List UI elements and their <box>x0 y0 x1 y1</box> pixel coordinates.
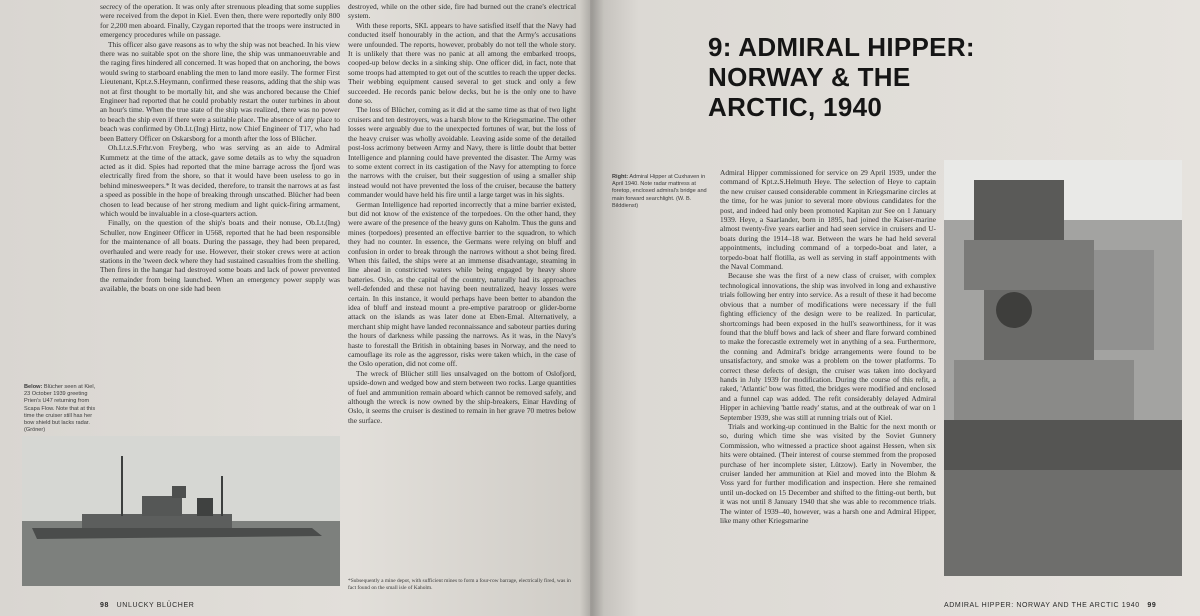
caption-label: Right: <box>612 174 629 180</box>
blucher-photo <box>22 436 340 586</box>
left-photo-caption <box>24 384 96 434</box>
caption-label: Below: <box>24 384 43 390</box>
paragraph: German Intelligence had reported incorrectly that a mine barrier existed, but did not know of the existence of the torpedoes. On the other hand, they were aware of the presence of the heavy guns on Kaholm. Thus the guns and mines (torpedoes) presented an effective barrier to the squadron, to which they had no counter. In essence, the Germans were relying on bluff and confusion in order to break through the narrows without a shot being fired. When this failed, the ships were at an immense disadvantage, steaming in line ahead in constricted waters while being engaged by heavy shore batteries. Oslo, as the capital of the country, naturally had its approaches well-defended and these not having been neutralized, heavy losses were certain. In this instance, it would perhaps have been better to abandon the idea of bluff and instead mount a pre-emptive paratroop or glider-borne attack on the islands as was later done at Eben-Emal. Alternatively, a merchant ship might have landed reconnaissance and saboteur parties during the hours of darkness while passing the narrows. As it was, in the Navy's haste to forestall the British in obtaining bases in Norway, and the need to camouflage its role as the aggressor, risks were taken which, in the case of the Oslo operation, did not come off. <box>348 199 576 369</box>
running-head: UNLUCKY BLÜCHER <box>116 602 195 609</box>
paragraph: This officer also gave reasons as to why the ship was not beached. In his view there was no suitable spot on the shore line, the ship was unmanoeuvrable and the raging fires hindered all concerned. It was hoped that on anchoring, the bows would swing to starboard enabling the men to land more easily. The former First Lieutenant, Kpt.z.S.Heymann, confirmed these reasons, adding that the ship was not at first thought to be mortally hit, and she was anchored because the Chief Engineer had reported that he could probably restart the outer turbines in about an hour's time. When the true state of the ship was realized, there was no power to beach the ship even if there were a suitable place. The absence of any place to beach was confirmed by Ob.Lt.(Ing) Hirtz, now Chief Engineer of T17, who had been Battery Officer on Oskarsborg for a month after the loss of Blücher. <box>100 39 340 143</box>
paragraph: secrecy of the operation. It was only after strenuous pleading that some supplies were received from the depot in Kiel. Even then, there were reportedly only 800 for 2,200 men aboard. Finally, Czygan reported that the troops were instructed in emergency procedures while on passage. <box>100 2 340 40</box>
ship-bridge-icon <box>944 160 1182 576</box>
paragraph: Oh.Lt.z.S.Frhr.von Freyberg, who was serving as an aide to Admiral Kummetz at the time of the attack, gave some details as to why the squadron acted as it did. Spies had reported that the mine barrage across the fjord was electrically fired from the shore, so that it would have been useless to go in behind minesweepers.* It was decided, therefore, to transit the narrows at as fast a speed as possible in the hope of breaking through unscathed. Blücher had been chosen to lead because of her strong medium and light quick-firing armament, which would be invaluable in a close-quarters action. <box>100 143 340 218</box>
paragraph: Admiral Hipper commissioned for service on 29 April 1939, under the command of Kpt.z.S.Helmuth Heye. The selection of Heye to captain the new cruiser caused considerable comment in Kriegsmarine circles at the time, for he was junior to several more obvious candidates for the post, and indeed had only been promoted Kapitan zur See on 1 January 1939. Heye, a Saarlander, born in 1895, had joined the Kaiser-marine almost twenty-five years earlier and had seen service in cruisers and U-boats during the 1914–18 war. Between the wars he had held several appointments, including command of a torpedo-boat and later, a torpedo-boat half flotilla, as well as serving in staff appointments with the Naval Command. <box>720 168 936 272</box>
caption-text: Admiral Hipper at Cuxhaven in April 1940. Note radar mattress at foretop, enclosed admiral's bridge and main forward searchlight. (W. B. Bilddienst) <box>612 174 707 209</box>
paragraph: destroyed, while on the other side, fire had burned out the crane's electrical system. <box>348 2 576 21</box>
running-head: ADMIRAL HIPPER: NORWAY AND THE ARCTIC 1940 <box>944 602 1140 609</box>
paragraph: With these reports, SKL appears to have satisfied itself that the Navy had conducted itself honourably in the action, and that the Army's accusations were unfounded. The reports, however, probably do not tell the whole story. It is unlikely that there was no panic at all among the embarked troops, cooped-up below decks in a sinking ship. One officer did, in fact, note that some troops had attempted to get out of the scuttles to reach the upper decks. Their webbing equipment caused several to get stuck and only a few succeeded. He records panic below decks, but he is the only one to have done so. <box>348 20 576 106</box>
ship-silhouette-icon <box>22 436 340 586</box>
chapter-title: 9: ADMIRAL HIPPER: NORWAY & THE ARCTIC, 1940 <box>708 32 975 122</box>
paragraph: Trials and working-up continued in the Baltic for the next month or so, during which time she was visited by the Soviet Gunnery Commission, who witnessed a practice shoot against Hessen, when six hits were obtained. (Their interest of course stemmed from the proposed purchase of her incomplete sister, Lützow). Early in November, the cruiser landed her ammunition at Kiel and moved into the Blohm & Voss yard for further modification and inspection. Here she remained until un-docked on 15 December and shifted to the fitting-out berth, but it was not until 8 January 1940 that she was able to recommence trials. The winter of 1939–40, however, was a harsh one and Admiral Hipper, like many other Kriegsmarine <box>720 421 936 526</box>
left-folio <box>100 602 194 609</box>
page-number: 98 <box>100 602 109 609</box>
admiral-hipper-photo <box>944 160 1182 576</box>
left-column-1 <box>100 2 340 294</box>
page-number: 99 <box>1147 602 1157 609</box>
footnote: *Subsequently a mine depot, with sufficient mines to form a four-row barrage, electrically fired, was in fact found on the small isle of Kaholm. <box>348 578 571 591</box>
book-gutter <box>580 0 604 616</box>
paragraph: Finally, on the question of the ship's boats and their nonuse, Ob.Lt.(Ing) Schuller, now Engineer Officer in U568, reported that he had been responsible for the maintenance of all boats. During the passage, they had been prepared, overhauled and were ready for use. However, their stoker crews were at action stations in the 'tween deck where they had sustained casualties from the shelling. Then fires in the hangar had destroyed some boats and lack of power prevented the remainder from being launched. When an emergency power supply was available, the boats on one side had been <box>100 218 340 294</box>
left-page <box>0 0 590 616</box>
left-column-2 <box>348 2 576 425</box>
paragraph: The loss of Blücher, coming as it did at the same time as that of two light cruisers and ten destroyers, was a harsh blow to the Kriegsmarine. The other losses were arguably due to the unexpected fortunes of war, but the loss of the heavy cruiser was wholly avoidable. Leaving aside some of the detailed post-loss acrimony between Army and Navy, there is little doubt that better Intelligence and planning could have prevented the disaster. The Army was to some extent correct in its castigation of the Navy for attempting to force the narrows with the cruiser, but their suggestion of using a smaller ship instead would not have prevented the loss of the cruiser, because the battery commander would have held his fire until a large target was in his sights. <box>348 105 576 200</box>
caption-text: Blücher seen at Kiel, 23 October 1939 greeting Prien's U47 returning from Scapa Flow. Note that at this time the cruiser still has her bow shield but lacks radar. (Gröner) <box>24 384 96 434</box>
right-photo-caption <box>612 174 708 210</box>
right-folio <box>944 602 1156 609</box>
right-column <box>720 168 936 525</box>
paragraph: The wreck of Blücher still lies unsalvaged on the bottom of Oslofjord, upside-down and wedged bow and stern between two rocks. Large quantities of fuel and ammunition remain aboard which cannot be removed safely, and although the wreck is now owned by the ship-breakers, Einar Havding of Oslo, it seems the cruiser is destined to remain in her grave 70 metres below the surface. <box>348 368 576 425</box>
paragraph: Because she was the first of a new class of cruiser, with complex technological innovations, the ship was involved in long and exhaustive trials following her entry into service. As a result of these it had become obvious that a number of modifications were necessary if the full fighting efficiency of the design were to be realized. In particular, shortcomings had been exposed in the hull's seaworthiness, for it was found that the bluff bows and lack of sheer and flare forward combined to make the forecastle extremely wet in anything of a sea. Furthermore, the conning and Admiral's bridge arrangements were found to be unsatisfactory, and smoke was a problem on the tower platforms. To correct these defects of design, the cruiser was taken into dockyard hands in July 1939 for modification. During the course of this refit, a raked, 'Atlantic' bow was fitted, the bridges were modified and enclosed and a funnel cap was added. The refit considerably delayed Admiral Hipper in achieving 'battle ready' status, and at the outbreak of war on 1 September 1939, she was still at running trials out of Kiel. <box>720 271 936 422</box>
